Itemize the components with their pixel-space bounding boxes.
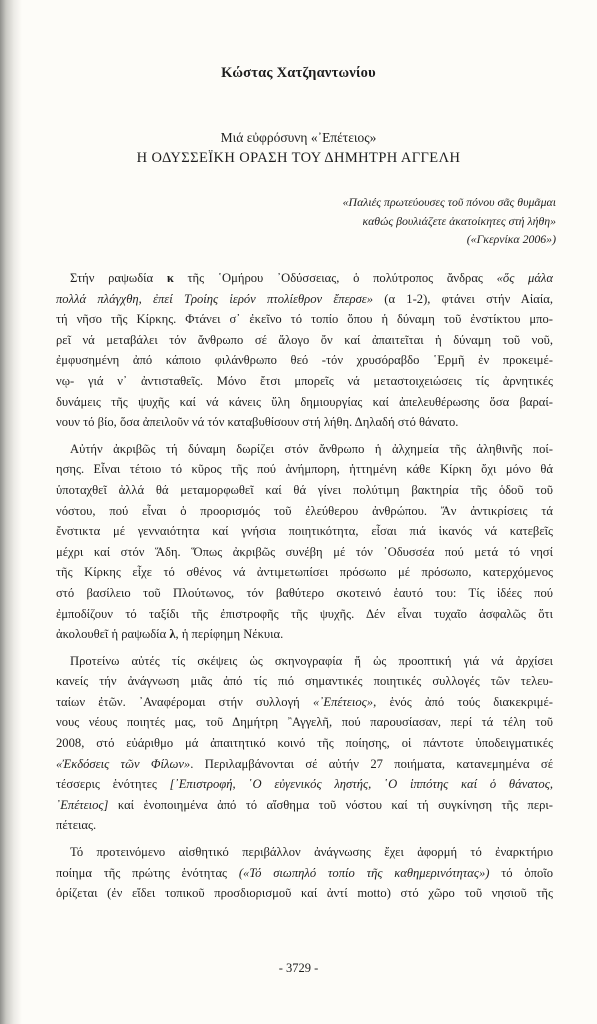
epigraph-line: καθώς βουλιάζετε ἀκατοίκητες στή λήθη» — [362, 213, 556, 228]
text-line: ᾿Επέτειος] καί ἑνοποιημένα ἀπό τό αἴσθημα τοῦ νόστου καί τή συγκίνηση τῆς περι- — [56, 797, 553, 812]
text-line: τῆς Κίρκης εἶχε τό σθένος νά ἀντιμετωπίσει πρόσωπο μέ πρόσωπο, κατερχόμενος — [56, 565, 553, 580]
text-line: Προτείνω αὐτές τίς σκέψεις ὡς σκηνογραφία ἤ ὡς προοπτική γιά νά ἀρχίσει — [70, 653, 553, 668]
text-line: ποίημα τῆς πρώτης ἑνότητας («Τό σιωπηλό τοπίο τῆς καθημερινότητας») τό ὁποῖο — [56, 865, 553, 880]
text-line: ἐμφυσημένη ἀπό κάποιο φιλάνθρωπο θεό -τόν χρυσόραβδο ῾Ερμῆ ἐν προκειμέ- — [56, 353, 553, 368]
paragraph — [56, 268, 553, 433]
text-line: ἔνστικτα μέ γενναιότητα καί γνήσια ποιητικότητα, εἶσαι πιά ἱκανός νά κατεβεῖς — [56, 524, 553, 539]
text-line: νουν τό βίο, ὅσα ἀπειλοῦν νά τόν καταβυθίσουν στή λήθη. Δηλαδή στό θάνατο. — [56, 415, 459, 430]
text-line: ἐμποδίζουν τό ταξίδι τῆς ἐπιστροφῆς τῆς ψυχῆς. Δέν εἶναι τυχαῖο ἀσφαλῶς ὅτι — [56, 606, 553, 621]
article-body — [56, 268, 553, 904]
article-title: Η ΟΔΥΣΣΕΪΚΗ ΟΡΑΣΗ ΤΟΥ ΔΗΜΗΤΡΗ ΑΓΓΕΛΗ — [136, 150, 461, 166]
text-line: δυνάμεις τῆς ψυχῆς καί νά κάνεις ὕλη δημιουργίας καί ἀπελευθέρωσης ὅσα βαραί- — [56, 394, 553, 409]
text-line: πέτειας. — [56, 818, 97, 833]
text-line: ὑποταχθεῖ ἀλλά θά μεταμορφωθεῖ καί θά γίνει πολύτιμη βακτηρία τῆς ὁδοῦ τοῦ — [56, 482, 553, 497]
text-line: πολλά πλάγχθη, ἐπεί Τροίης ἱερόν πτολίεθρον ἔπερσε» (α 1-2), φτάνει στήν Αἰαία, — [56, 291, 553, 306]
text-line: στό βασίλειο τοῦ Πλούτωνος, τόν βαθύτερο σκοτεινό ἑαυτό του: Τίς ἰδέες πού — [56, 585, 553, 600]
text-line: νόστου, πού εἶναι ὁ προορισμός τοῦ ἐλεύθερου ἀνθρώπου. Ἄν ἀντικρίσεις τά — [56, 503, 553, 518]
text-line: ησης. Εἶναι τέτοιο τό κῦρος τῆς πού ἀνήμπορη, ἡττημένη κάθε Κίρκη ὄχι μόνο θά — [56, 462, 553, 477]
text-line: 2008, στό εὐάριθμο μά ἀπαιτητικό κοινό τῆς ποίησης, οἱ πάντοτε ὑποδειγματικές — [56, 736, 553, 751]
text-line: τέσσερις ἑνότητες [᾿Επιστροφή, ῾Ο εὐγενικός ληστής, ῾Ο ἱππότης καί ὁ θάνατος, — [56, 777, 553, 792]
text-line: ὁρίζεται (ἐν εἴδει τοπικοῦ προσδιορισμοῦ καί ἀντί motto) στό χῶρο τοῦ νησιοῦ τῆς — [56, 886, 553, 901]
paragraph — [56, 842, 553, 904]
text-line: μέχρι καί στόν Ἅδη. Ὅπως ἀκριβῶς συνέβη μέ τόν ᾿Οδυσσέα πού μετά τό νησί — [56, 544, 553, 559]
article-subtitle: Μιά εὐφρόσυνη «᾿Επέτειος» — [220, 130, 377, 145]
text-line: κανείς τήν ἀνάγνωση μιᾶς ἀπό τίς πιό σημαντικές ποιητικές συλλογές τῶν τελευ- — [56, 674, 553, 689]
paragraph — [56, 651, 553, 836]
page-number: - 3729 - — [278, 961, 319, 975]
text-line: νους νέους ποιητές μας, τοῦ Δημήτρη ῍Αγγελῆ, πού παρουσίασαν, περί τά τέλη τοῦ — [56, 715, 553, 730]
epigraph-source: («Γκερνίκα 2006») — [466, 232, 556, 246]
epigraph — [236, 193, 556, 249]
text-line: νῳ- γιά ν᾿ ἀντισταθεῖς. Μόνο ἔτσι μπορεῖς νά μεταστοιχειώσεις τίς ἀρνητικές — [56, 373, 553, 388]
text-line: ἀκολουθεῖ ἡ ραψωδία λ, ἡ περίφημη Νέκυια. — [56, 627, 284, 642]
text-line: «Ἐκδόσεις τῶν Φίλων». Περιλαμβάνονται σέ αὐτήν 27 ποιήματα, κατανεμημένα σέ — [56, 756, 553, 771]
text-line: Τό προτεινόμενο αἰσθητικό περιβάλλον ἀνάγνωσης ἔχει ἀφορμή τό ἐναρκτήριο — [70, 845, 553, 860]
author-name: Κώστας Χατζηαντωνίου — [221, 65, 376, 81]
epigraph-line: «Παλιές πρωτεύουσες τοῦ πόνου σᾶς θυμᾶμαι — [342, 195, 556, 209]
paragraph — [56, 439, 553, 645]
text-line: ρεῖ νά μεταβάλει τόν ἄνθρωπο σέ ἄλογο ὄν καί ἀπαιτεῖται ἡ δύναμη τοῦ νοῦ, — [56, 332, 553, 347]
text-line: ταίων ἐτῶν. ᾿Αναφέρομαι στήν συλλογή «᾿Επέτειος», ἑνός ἀπό τούς διακεκριμέ- — [56, 694, 553, 709]
text-line: Αὐτήν ἀκριβῶς τή δύναμη δωρίζει στόν ἄνθρωπο ἡ ἀλχημεία τῆς ἀληθινῆς ποί- — [70, 441, 553, 456]
text-line: Στήν ραψωδία κ τῆς ῾Ομήρου ᾿Οδύσσειας, ὁ πολύτροπος ἄνδρας «ὅς μάλα — [70, 271, 553, 285]
text-line: τή νῆσο τῆς Κίρκης. Φτάνει σ᾿ ἐκεῖνο τό τοπίο ὅπου ἡ δύναμη τοῦ ἐνστίκτου μπο- — [56, 312, 553, 327]
